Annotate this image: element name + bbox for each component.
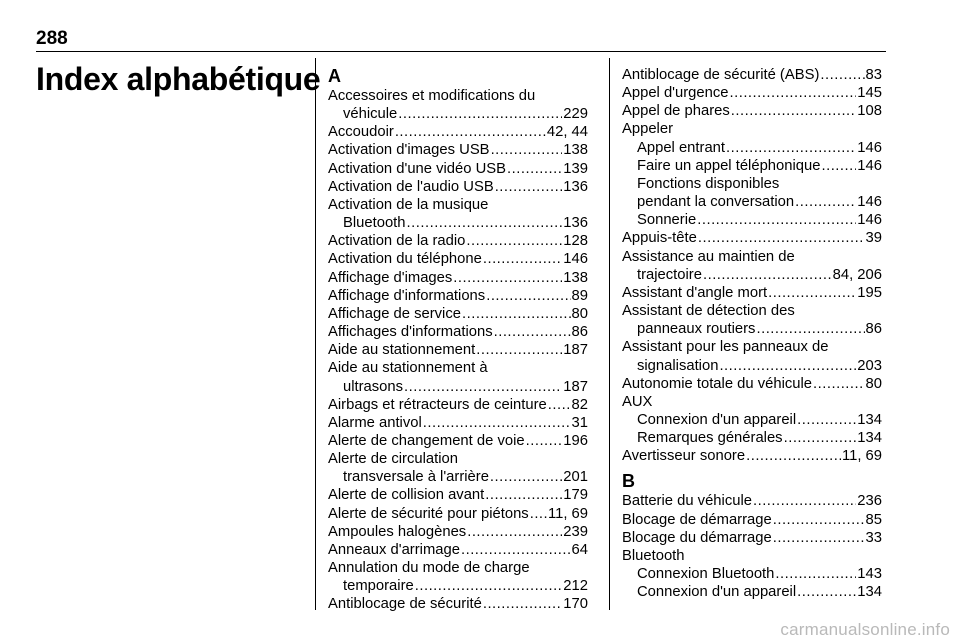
dot-leader	[483, 250, 562, 268]
index-column-2	[622, 66, 882, 601]
index-entry	[622, 229, 882, 247]
entry-term: trajectoire	[637, 266, 702, 283]
dot-leader	[395, 123, 546, 141]
page-reference: 179	[563, 487, 588, 504]
entry-term: Affichage d'informations	[328, 287, 486, 304]
entry-term: Sonnerie	[637, 212, 697, 229]
index-entry	[328, 123, 588, 141]
index-entry	[622, 284, 882, 302]
index-entry	[328, 396, 588, 414]
dot-leader	[797, 583, 856, 601]
page-reference: 42, 44	[546, 124, 588, 141]
index-entry	[328, 378, 588, 396]
page-reference: 134	[857, 584, 882, 601]
page-reference: 82	[571, 396, 588, 413]
page-reference: 229	[563, 106, 588, 123]
index-heading: AUX	[622, 393, 653, 410]
entry-term: Avertisseur sonore	[622, 448, 746, 465]
entry-term: Antiblocage de sécurité	[328, 596, 482, 613]
index-entry	[622, 447, 882, 465]
page-reference: 170	[563, 596, 588, 613]
entry-term: temporaire	[343, 578, 414, 595]
index-entry	[622, 320, 882, 338]
entry-term: Affichage de service	[328, 305, 461, 322]
entry-term: Accoudoir	[328, 124, 394, 141]
dot-leader	[820, 66, 864, 84]
index-title: Index alphabétique	[36, 61, 321, 97]
index-entry	[328, 250, 588, 268]
dot-leader	[548, 396, 571, 414]
dot-leader	[423, 414, 571, 432]
entry-term: Ampoules halogènes	[328, 523, 467, 540]
dot-leader	[495, 178, 563, 196]
page-reference: 146	[857, 157, 882, 174]
entry-term: Alerte de sécurité pour piétons	[328, 505, 529, 522]
entry-term: ultrasons	[343, 378, 404, 395]
dot-leader	[526, 432, 563, 450]
dot-leader	[491, 141, 563, 159]
dot-leader	[703, 266, 832, 284]
dot-leader	[467, 523, 562, 541]
dot-leader	[726, 139, 856, 157]
index-heading: Fonctions disponibles	[637, 175, 780, 192]
dot-leader	[795, 193, 856, 211]
index-entry	[328, 214, 588, 232]
entry-term: Connexion Bluetooth	[637, 566, 775, 583]
dot-leader	[756, 320, 864, 338]
page-reference: 108	[857, 103, 882, 120]
entry-term: Autonomie totale du véhicule	[622, 375, 813, 392]
entry-term: signalisation	[637, 357, 719, 374]
page-reference: 86	[571, 324, 588, 341]
entry-term: Alerte de collision avant	[328, 487, 485, 504]
dot-leader	[719, 357, 856, 375]
entry-term: Connexion d'un appareil	[637, 584, 797, 601]
index-entry	[328, 269, 588, 287]
page-reference: 212	[563, 578, 588, 595]
entry-term: Antiblocage de sécurité (ABS)	[622, 67, 820, 83]
page-reference: 139	[563, 160, 588, 177]
entry-term: véhicule	[343, 106, 398, 123]
index-entry	[622, 375, 882, 393]
dot-leader	[453, 269, 562, 287]
dot-leader	[813, 375, 865, 393]
entry-term: Bluetooth	[343, 215, 406, 232]
section-letter: B	[622, 471, 635, 492]
entry-term: pendant la conversation	[637, 194, 795, 211]
page-reference: 134	[857, 430, 882, 447]
index-heading: Accessoires et modifications du	[328, 88, 536, 104]
entry-term: Appel de phares	[622, 103, 730, 120]
entry-term: Activation de l'audio USB	[328, 178, 494, 195]
dot-leader	[466, 232, 562, 250]
index-entry	[328, 178, 588, 196]
page-number: 288	[36, 28, 68, 49]
entry-term: Activation du téléphone	[328, 251, 482, 268]
dot-leader	[507, 160, 562, 178]
dot-leader	[729, 84, 856, 102]
dot-leader	[415, 577, 563, 595]
index-entry	[328, 577, 588, 595]
index-entry	[328, 414, 588, 432]
page-reference: 145	[857, 85, 882, 102]
entry-term: Aide au stationnement	[328, 342, 476, 359]
index-entry	[328, 523, 588, 541]
dot-leader	[773, 511, 865, 529]
index-entry	[622, 84, 882, 102]
index-entry	[328, 541, 588, 559]
entry-term: Activation de la radio	[328, 233, 466, 250]
dot-leader	[483, 595, 562, 613]
page-reference: 187	[563, 378, 588, 395]
page-reference: 146	[563, 251, 588, 268]
page-reference: 31	[571, 414, 588, 431]
index-entry	[328, 323, 588, 341]
dot-leader	[775, 565, 856, 583]
dot-leader	[530, 505, 547, 523]
dot-leader	[462, 305, 571, 323]
page-reference: 143	[857, 566, 882, 583]
index-entry	[622, 411, 882, 429]
entry-term: Affichage d'images	[328, 269, 453, 286]
index-entry	[622, 429, 882, 447]
dot-leader	[485, 486, 562, 504]
index-entry	[328, 232, 588, 250]
dot-leader	[698, 229, 865, 247]
page-reference: 39	[865, 230, 882, 247]
page-reference: 86	[865, 321, 882, 338]
index-column-1	[328, 66, 588, 614]
entry-term: Appel d'urgence	[622, 85, 729, 102]
page-reference: 134	[857, 411, 882, 428]
page-reference: 83	[865, 67, 882, 83]
page-reference: 136	[563, 215, 588, 232]
index-entry	[328, 105, 588, 123]
dot-leader	[731, 102, 857, 120]
dot-leader	[753, 492, 856, 510]
dot-leader	[797, 411, 856, 429]
entry-term: Faire un appel téléphonique	[637, 157, 821, 174]
dot-leader	[398, 105, 562, 123]
page-reference: 136	[563, 178, 588, 195]
index-entry	[622, 529, 882, 547]
index-entry	[622, 492, 882, 510]
dot-leader	[746, 447, 841, 465]
page-reference: 187	[563, 342, 588, 359]
page-reference: 33	[865, 529, 882, 546]
index-heading: Activation de la musique	[328, 196, 489, 213]
watermark: carmanualsonline.info	[780, 620, 950, 639]
entry-term: Blocage de démarrage	[622, 511, 772, 528]
page-reference: 236	[857, 493, 882, 510]
entry-term: Assistant d'angle mort	[622, 284, 768, 301]
entry-term: Activation d'images USB	[328, 142, 490, 159]
entry-term: transversale à l'arrière	[343, 469, 489, 486]
entry-term: panneaux routiers	[637, 321, 756, 338]
page-reference: 146	[857, 212, 882, 229]
entry-term: Alarme antivol	[328, 414, 422, 431]
dot-leader	[494, 323, 571, 341]
page-reference: 203	[857, 357, 882, 374]
page-reference: 196	[563, 432, 588, 449]
section-letter: A	[328, 66, 341, 86]
dot-leader	[821, 157, 856, 175]
page-reference: 85	[865, 511, 882, 528]
index-entry	[328, 486, 588, 504]
dot-leader	[768, 284, 856, 302]
index-heading: Annulation du mode de charge	[328, 560, 530, 577]
index-entry	[622, 511, 882, 529]
entry-term: Appel entrant	[637, 139, 726, 156]
index-entry	[622, 102, 882, 120]
entry-term: Remarques générales	[637, 430, 783, 447]
index-entry	[328, 287, 588, 305]
index-entry	[622, 357, 882, 375]
entry-term: Batterie du véhicule	[622, 493, 752, 510]
dot-leader	[784, 429, 857, 447]
index-entry	[328, 141, 588, 159]
index-entry	[328, 432, 588, 450]
page-reference: 11, 69	[841, 448, 882, 465]
column-divider-left	[315, 58, 316, 610]
page-reference: 195	[857, 284, 882, 301]
dot-leader	[476, 341, 562, 359]
dot-leader	[461, 541, 571, 559]
page-reference: 146	[857, 139, 882, 156]
index-heading: Assistant pour les panneaux de	[622, 339, 829, 356]
dot-leader	[697, 211, 856, 229]
entry-term: Appuis-tête	[622, 230, 697, 247]
page-reference: 64	[571, 541, 588, 558]
entry-term: Alerte de changement de voie	[328, 432, 525, 449]
entry-term: Blocage du démarrage	[622, 529, 772, 546]
index-heading: Alerte de circulation	[328, 451, 458, 468]
page-reference: 146	[857, 194, 882, 211]
index-entry	[622, 266, 882, 284]
index-entry	[328, 595, 588, 613]
page-reference: 80	[571, 305, 588, 322]
entry-term: Activation d'une vidéo USB	[328, 160, 507, 177]
index-entry	[622, 66, 882, 84]
index-heading: Appeler	[622, 121, 674, 138]
entry-term: Connexion d'un appareil	[637, 411, 797, 428]
page-reference: 11, 69	[547, 505, 588, 522]
dot-leader	[486, 287, 570, 305]
index-heading: Assistant de détection des	[622, 303, 795, 320]
entry-term: Affichages d'informations	[328, 324, 493, 341]
index-entry	[622, 583, 882, 601]
index-entry	[622, 157, 882, 175]
index-entry	[328, 305, 588, 323]
page-reference: 239	[563, 523, 588, 540]
dot-leader	[773, 529, 865, 547]
page-reference: 89	[571, 287, 588, 304]
dot-leader	[404, 378, 562, 396]
page-reference: 80	[865, 375, 882, 392]
dot-leader	[490, 468, 562, 486]
index-entry	[622, 565, 882, 583]
index-heading: Aide au stationnement à	[328, 360, 488, 377]
index-entry	[622, 139, 882, 157]
dot-leader	[407, 214, 563, 232]
index-entry	[328, 505, 588, 523]
index-heading: Assistance au maintien de	[622, 248, 795, 265]
column-divider-right	[609, 58, 610, 610]
entry-term: Airbags et rétracteurs de ceinture	[328, 396, 547, 413]
page-reference: 128	[563, 233, 588, 250]
index-entry	[328, 160, 588, 178]
header-rule	[36, 51, 886, 52]
index-heading: Bluetooth	[622, 547, 685, 564]
index-entry	[622, 211, 882, 229]
index-entry	[622, 193, 882, 211]
page-reference: 84, 206	[832, 266, 882, 283]
page-reference: 138	[563, 269, 588, 286]
index-entry	[328, 341, 588, 359]
entry-term: Anneaux d'arrimage	[328, 541, 460, 558]
index-entry	[328, 468, 588, 486]
page-reference: 138	[563, 142, 588, 159]
page-reference: 201	[563, 469, 588, 486]
